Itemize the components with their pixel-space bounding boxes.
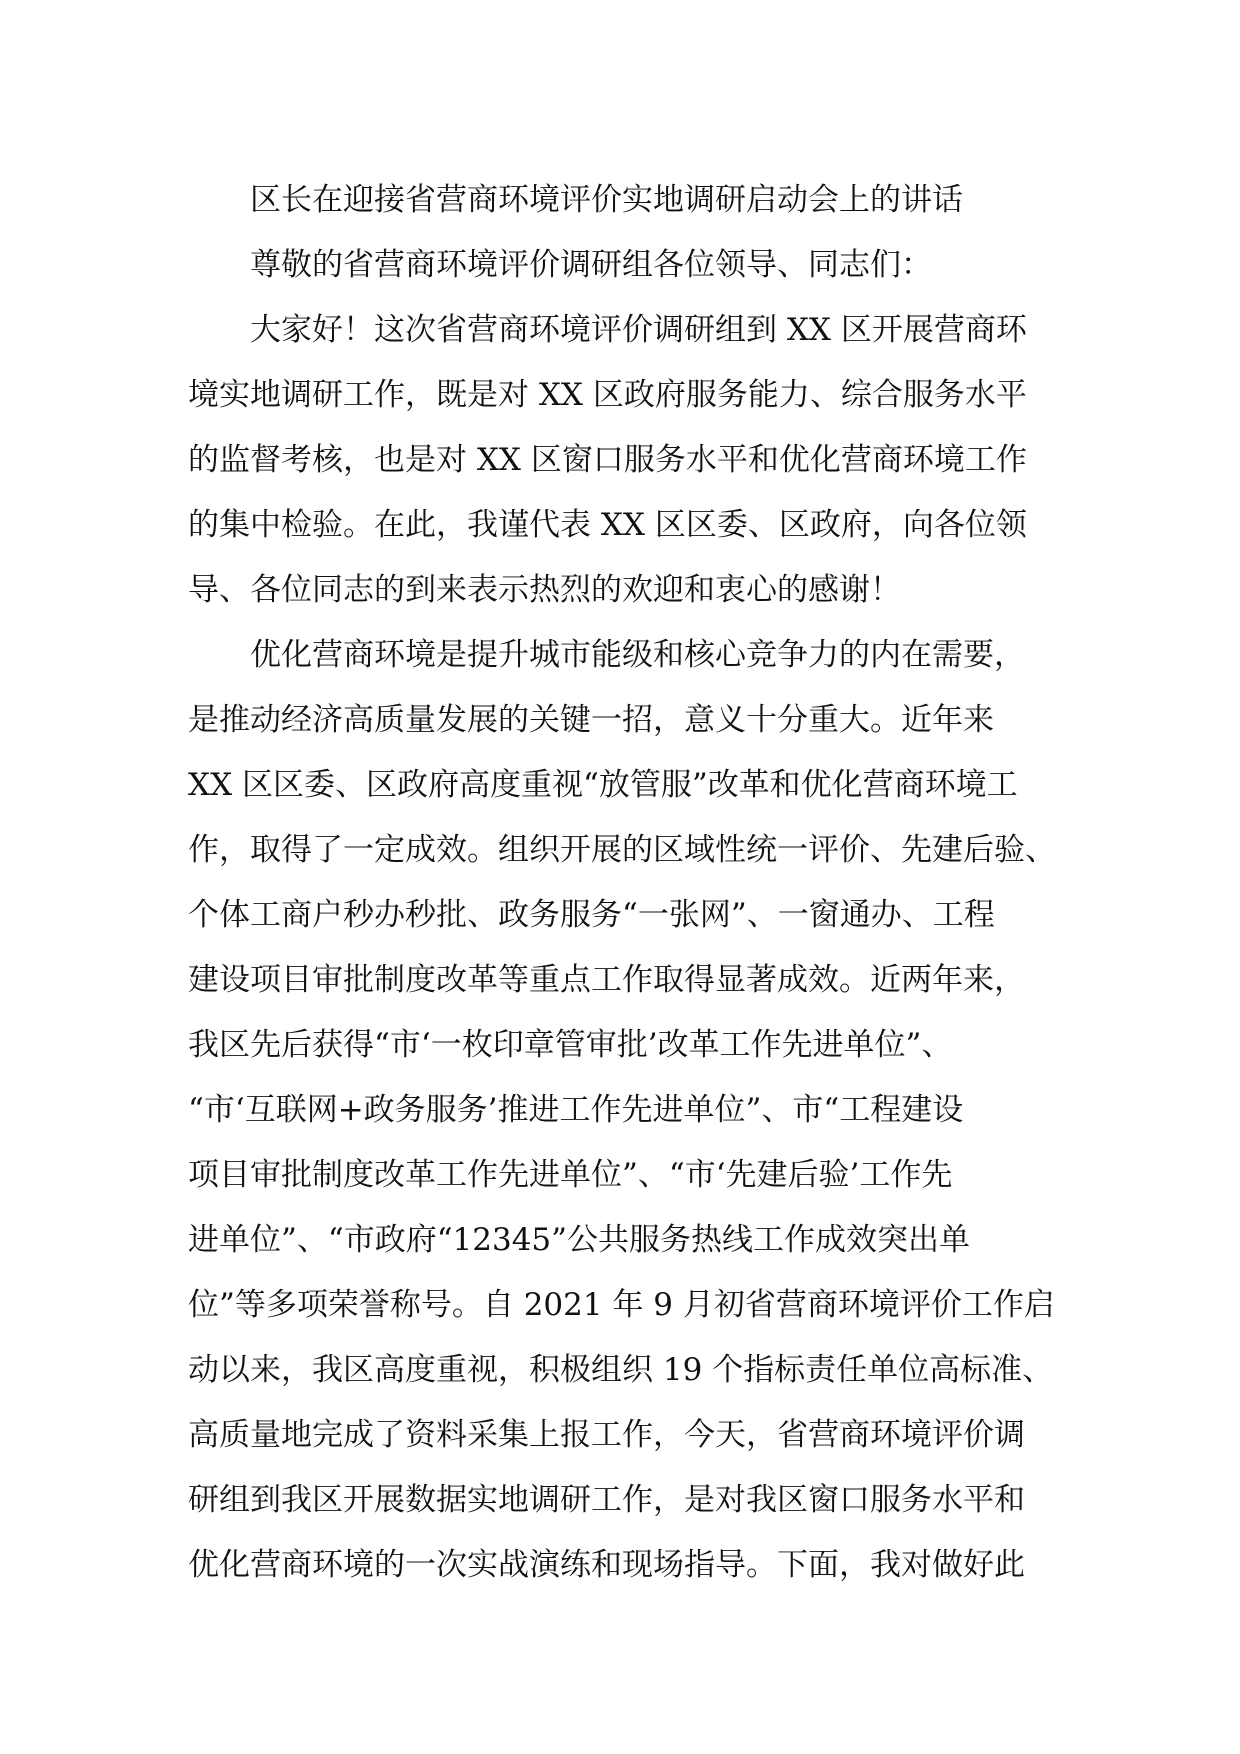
text-line: “市‘互联网+政务服务’推进工作先进单位”、市“工程建设 xyxy=(188,1092,964,1128)
text-line: 个体工商户秒办秒批、政务服务“一张网”、一窗通办、工程 xyxy=(188,897,995,933)
text-line: 大家好！这次省营商环境评价调研组到 XX 区开展营商环 xyxy=(250,312,1027,348)
text-line: 境实地调研工作，既是对 XX 区政府服务能力、综合服务水平 xyxy=(188,377,1027,413)
text-line: XX 区区委、区政府高度重视“放管服”改革和优化营商环境工 xyxy=(188,767,1018,803)
text-line: 位”等多项荣誉称号。自 2021 年 9 月初省营商环境评价工作启 xyxy=(188,1287,1055,1323)
text-line: 我区先后获得“市‘一枚印章管审批’改革工作先进单位”、 xyxy=(188,1027,953,1063)
document-body xyxy=(188,168,1068,1598)
text-line: 优化营商环境是提升城市能级和核心竞争力的内在需要， xyxy=(250,637,1025,673)
text-line: 的监督考核，也是对 XX 区窗口服务水平和优化营商环境工作 xyxy=(188,442,1027,478)
text-line: 作，取得了一定成效。组织开展的区域性统一评价、先建后验、 xyxy=(188,832,1056,868)
text-line: 项目审批制度改革工作先进单位”、“市‘先建后验’工作先 xyxy=(188,1157,953,1193)
text-line: 导、各位同志的到来表示热烈的欢迎和衷心的感谢！ xyxy=(188,572,901,608)
text-line: 是推动经济高质量发展的关键一招，意义十分重大。近年来 xyxy=(188,702,994,738)
text-line: 进单位”、“市政府“12345”公共服务热线工作成效突出单 xyxy=(188,1222,971,1258)
text-line: 优化营商环境的一次实战演练和现场指导。下面，我对做好此 xyxy=(188,1547,1025,1583)
text-line: 的集中检验。在此，我谨代表 XX 区区委、区政府，向各位领 xyxy=(188,507,1027,543)
text-line: 高质量地完成了资料采集上报工作，今天，省营商环境评价调 xyxy=(188,1417,1025,1453)
text-line: 研组到我区开展数据实地调研工作，是对我区窗口服务水平和 xyxy=(188,1482,1025,1518)
text-line: 动以来，我区高度重视，积极组织 19 个指标责任单位高标准、 xyxy=(188,1352,1054,1388)
document-title: 区长在迎接省营商环境评价实地调研启动会上的讲话 xyxy=(250,182,963,218)
salutation: 尊敬的省营商环境评价调研组各位领导、同志们： xyxy=(250,247,932,283)
text-line: 建设项目审批制度改革等重点工作取得显著成效。近两年来， xyxy=(188,962,1025,998)
